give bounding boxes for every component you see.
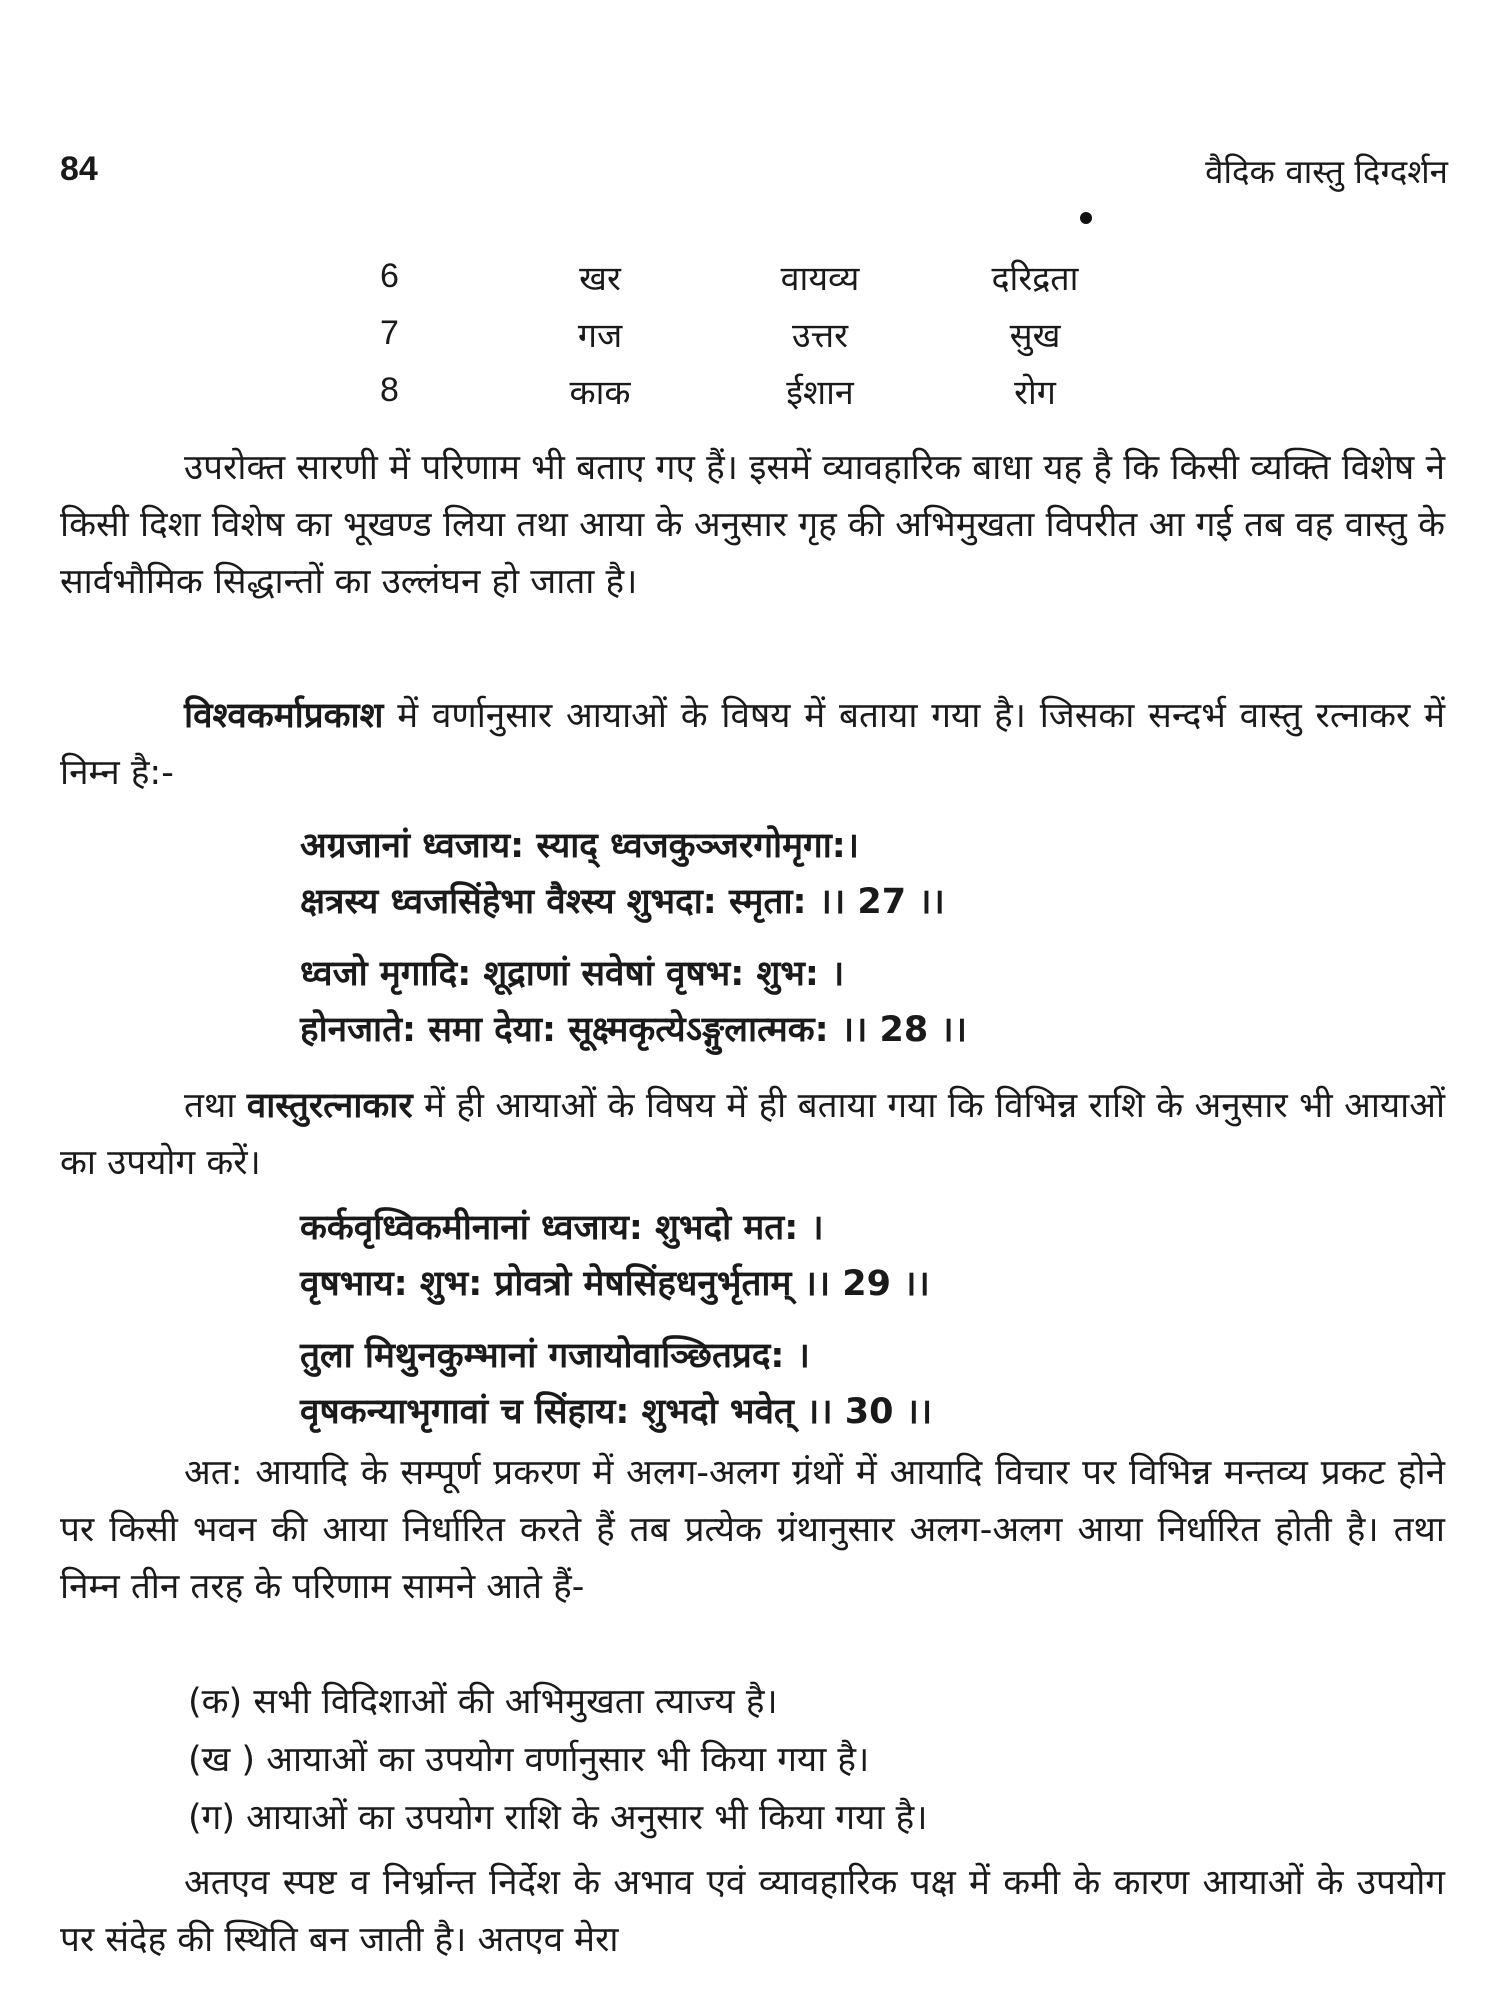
verse-line: क्षत्रस्य ध्वजसिंहेभा वैश्स्य शुभदा: स्मृता: ।। 27 ।।: [300, 882, 945, 922]
running-title: वैदिक वास्तु दिग्दर्शन: [1205, 152, 1448, 191]
source-title: विश्वकर्माप्रकाश: [184, 696, 384, 736]
table-cell: खर: [579, 258, 621, 299]
verse-line: वृषकन्याभृगावां च सिंहाय: शुभदो भवेत् ।। 30 ।।: [300, 1392, 933, 1432]
verse-30: [300, 1328, 932, 1440]
table-cell: सुख: [1009, 315, 1061, 356]
verse-line: वृषभाय: शुभ: प्रोवत्रो मेषसिंहधनुर्भृताम् ।। 29 ।।: [300, 1264, 930, 1304]
table-cell: 6: [380, 257, 399, 295]
table-cell: दरिद्रता: [991, 258, 1079, 299]
verse-28: [300, 946, 967, 1058]
verse-line: होनजाते: समा देया: सूक्ष्मकृत्येऽङ्गुलात्मक: ।। 28 ।।: [300, 1010, 967, 1050]
source-title: वास्तुरत्नाकार: [246, 1086, 413, 1126]
paragraph-final: अतएव स्पष्ट व निर्भ्रान्त निर्देश के अभाव एवं व्यावहारिक पक्ष में कमी के कारण आयाओं के उपयोग पर संदेह की स्थिति बन जाती है। अतएव मेरा: [60, 1863, 1445, 1960]
verse-line: अग्रजानां ध्वजाय: स्याद् ध्वजकुञ्जरगोमृगा:।: [300, 826, 860, 866]
table-cell: उत्तर: [791, 315, 849, 356]
verse-line: ध्वजो मृगादि: शूद्राणां सवेषां वृषभ: शुभ: ।: [300, 954, 845, 994]
list-item: (क) सभी विदिशाओं की अभिमुखता त्याज्य है।: [188, 1682, 778, 1722]
table-row: [340, 305, 1140, 362]
paragraph-text: में ही आयाओं के विषय में ही बताया गया कि विभिन्न राशि के अनुसार भी आयाओं का उपयोग करें।: [60, 1086, 1445, 1183]
verse-27: [300, 818, 945, 930]
page-number: 84: [60, 150, 98, 188]
results-list: [188, 1673, 927, 1847]
aaya-table: [340, 248, 1140, 419]
ink-dot: [1080, 212, 1092, 224]
list-item: (ख ) आयाओं का उपयोग वर्णानुसार भी किया गया है।: [188, 1740, 870, 1780]
table-cell: 8: [380, 371, 399, 409]
verse-line: कर्कवृध्विकमीनानां ध्वजाय: शुभदो मत: ।: [300, 1208, 824, 1248]
table-cell: 7: [380, 314, 399, 352]
paragraph-conclusion: अत: आयादि के सम्पूर्ण प्रकरण में अलग-अलग ग्रंथों में आयादि विचार पर विभिन्न मन्तव्य प्रकट होने पर किसी भवन की आया निर्धारित करते हैं तब प्रत्येक ग्रंथानुसार अलग-अलग आया निर्धारित होती है। तथा निम्न तीन तरह के परिणाम सामने आते हैं-: [60, 1453, 1445, 1607]
table-cell: काक: [569, 372, 631, 413]
table-row: [340, 248, 1140, 305]
table-cell: गज: [577, 315, 623, 356]
paragraph-text: में वर्णानुसार आयाओं के विषय में बताया गया है। जिसका सन्दर्भ वास्तु रत्नाकर में निम्न है:-: [60, 696, 1445, 793]
verse-29: [300, 1200, 930, 1312]
list-item: (ग) आयाओं का उपयोग राशि के अनुसार भी किया गया है।: [188, 1798, 928, 1838]
paragraph-vishwakarma: [60, 688, 1445, 802]
paragraph-results-note: उपरोक्त सारणी में परिणाम भी बताए गए हैं। इसमें व्यावहारिक बाधा यह है कि किसी व्यक्ति विशेष ने किसी दिशा विशेष का भूखण्ड लिया तथा आया के अनुसार गृह की अभिमुखता विपरीत आ गई तब वह वास्तु के सार्वभौमिक सिद्धान्तों का उल्लंघन हो जाता है।: [60, 448, 1445, 602]
table-row: [340, 362, 1140, 419]
verse-line: तुला मिथुनकुम्भानां गजायोवाञ्छितप्रद: ।: [300, 1336, 810, 1376]
table-cell: ईशान: [786, 372, 854, 413]
paragraph-text: तथा: [184, 1086, 247, 1126]
table-cell: रोग: [1014, 372, 1056, 413]
table-cell: वायव्य: [780, 258, 860, 299]
paragraph-vastu-ratnakar: [60, 1078, 1445, 1192]
